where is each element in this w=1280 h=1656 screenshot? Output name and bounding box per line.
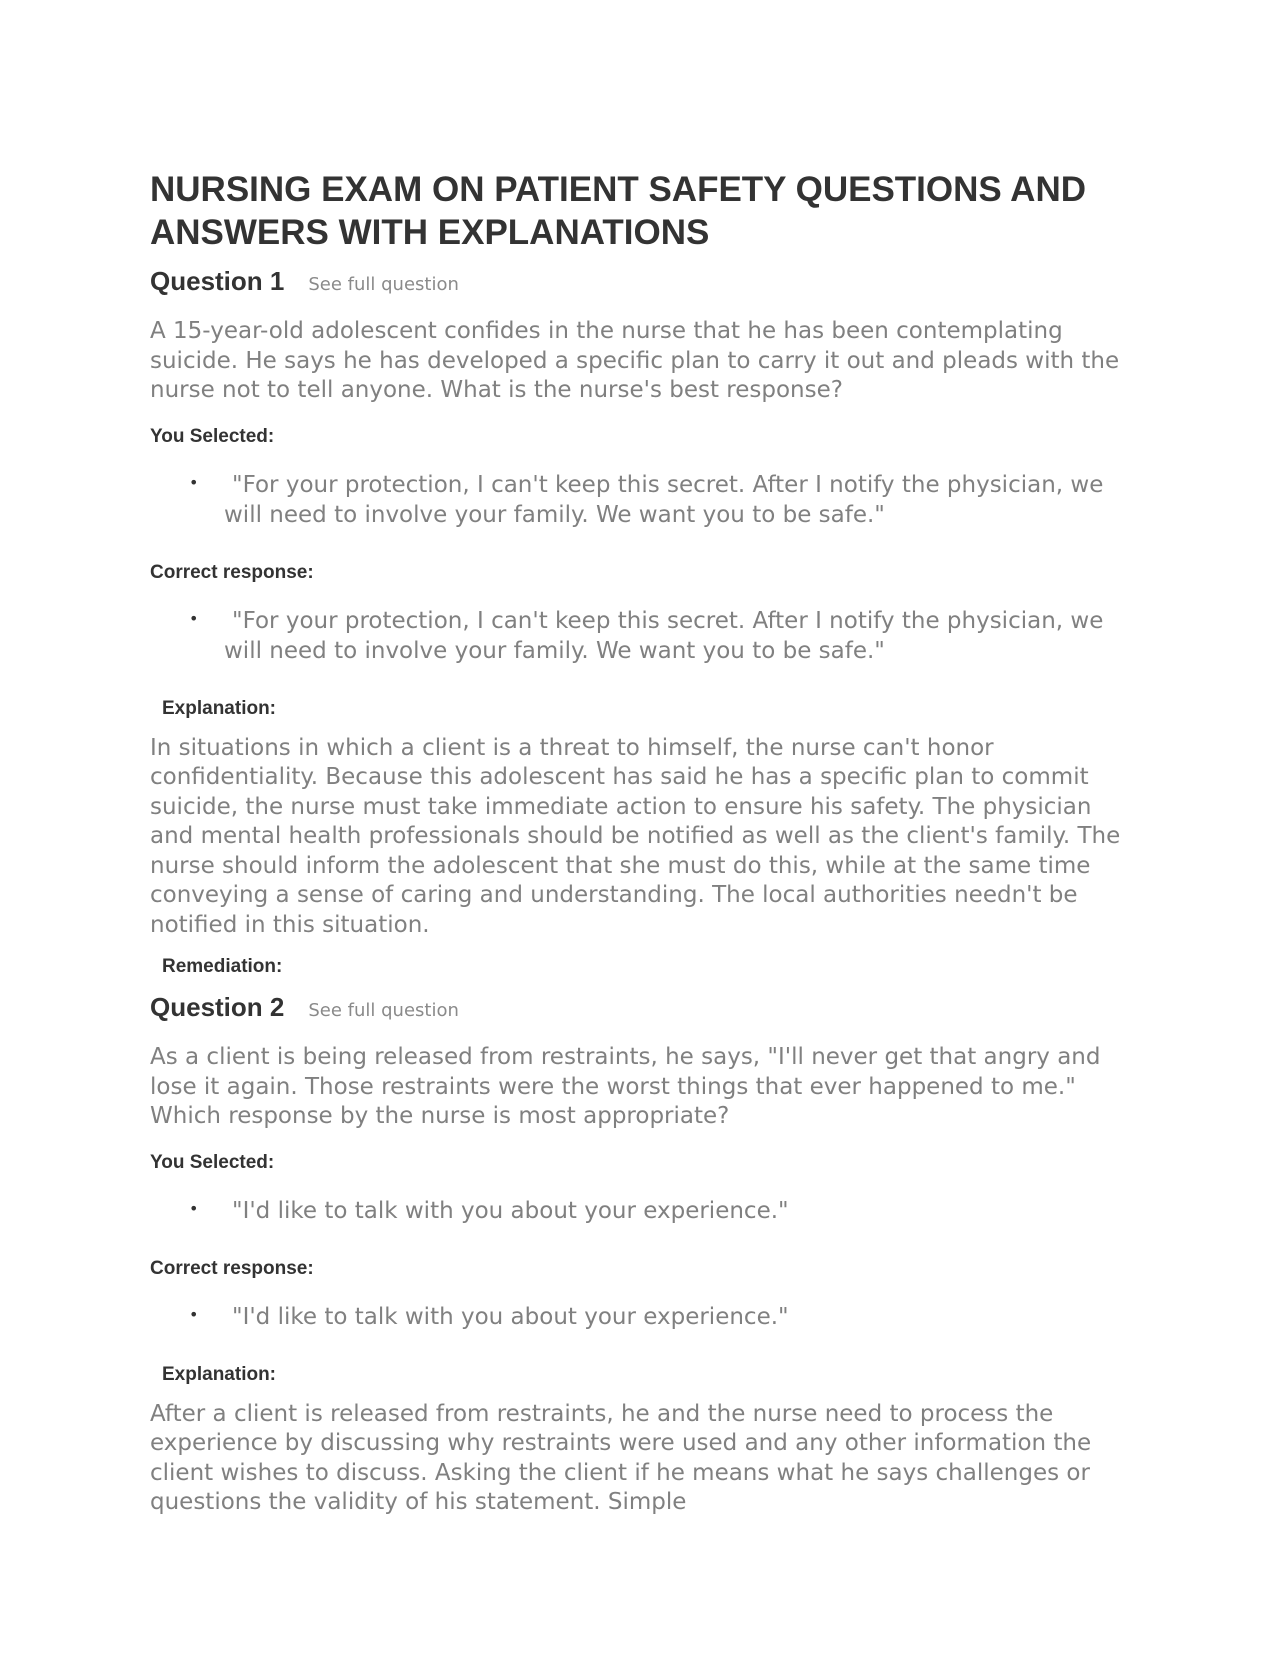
question-text: A 15-year-old adolescent confides in the nurse that he has been contemplating suicide. He says he has developed a specific plan to carry it out and pleads with the nurse not to tell anyone. What is the nurse's best response? bbox=[150, 318, 1120, 403]
explanation-label: Explanation: bbox=[162, 697, 277, 719]
you-selected-label: You Selected: bbox=[150, 1151, 275, 1173]
explanation-label: Explanation: bbox=[162, 1363, 277, 1385]
correct-answer-text: "For your protection, I can't keep this secret. After I notify the physician, we will need to involve your family. We want you to be safe." bbox=[224, 607, 1104, 664]
bullet-icon: • bbox=[189, 608, 199, 628]
correct-response-label: Correct response: bbox=[150, 561, 314, 583]
selected-answer-text: "For your protection, I can't keep this secret. After I notify the physician, we will need to involve your family. We want you to be safe." bbox=[224, 471, 1104, 528]
question-label: Question 2 bbox=[150, 992, 285, 1022]
bullet-icon: • bbox=[189, 1304, 199, 1324]
bullet-icon: • bbox=[189, 1198, 199, 1218]
question-header bbox=[150, 992, 1130, 1023]
question-header bbox=[150, 266, 1130, 297]
document-page bbox=[150, 168, 1130, 1534]
correct-answer bbox=[150, 1302, 1130, 1332]
document-title: NURSING EXAM ON PATIENT SAFETY QUESTIONS AND ANSWERS WITH EXPLANATIONS bbox=[150, 170, 1086, 252]
correct-answer-text: "I'd like to talk with you about your experience." bbox=[232, 1303, 789, 1330]
bullet-icon: • bbox=[189, 472, 199, 492]
selected-answer-text: "I'd like to talk with you about your experience." bbox=[232, 1197, 789, 1224]
question-1 bbox=[150, 266, 1130, 978]
selected-answer bbox=[150, 470, 1130, 530]
question-text: As a client is being released from restraints, he says, "I'll never get that angry and lose it again. Those restraints were the worst things that ever happened to me." Which response by the nurse is most appropriate? bbox=[150, 1044, 1101, 1129]
question-label: Question 1 bbox=[150, 266, 285, 296]
see-full-question-link[interactable]: See full question bbox=[308, 1000, 459, 1021]
you-selected-label: You Selected: bbox=[150, 425, 275, 447]
selected-answer bbox=[150, 1196, 1130, 1226]
correct-response-label: Correct response: bbox=[150, 1257, 314, 1279]
question-2 bbox=[150, 992, 1130, 1518]
correct-answer bbox=[150, 606, 1130, 666]
explanation-text: In situations in which a client is a threat to himself, the nurse can't honor confidentiality. Because this adolescent has said he has a specific plan to commit suicide, the nurse must take immediate action to ensure his safety. The physician and mental health professionals should be notified as well as the client's family. The nurse should inform the adolescent that she must do this, while at the same time conveying a sense of caring and understanding. The local authorities needn't be notified in this situation. bbox=[150, 734, 1121, 938]
see-full-question-link[interactable]: See full question bbox=[308, 274, 459, 295]
explanation-text: After a client is released from restraints, he and the nurse need to process the experience by discussing why restraints were used and any other information the client wishes to discuss. Asking the client if he means what he says challenges or questions the validity of his statement. Simple bbox=[150, 1400, 1092, 1515]
remediation-label: Remediation: bbox=[162, 956, 283, 977]
